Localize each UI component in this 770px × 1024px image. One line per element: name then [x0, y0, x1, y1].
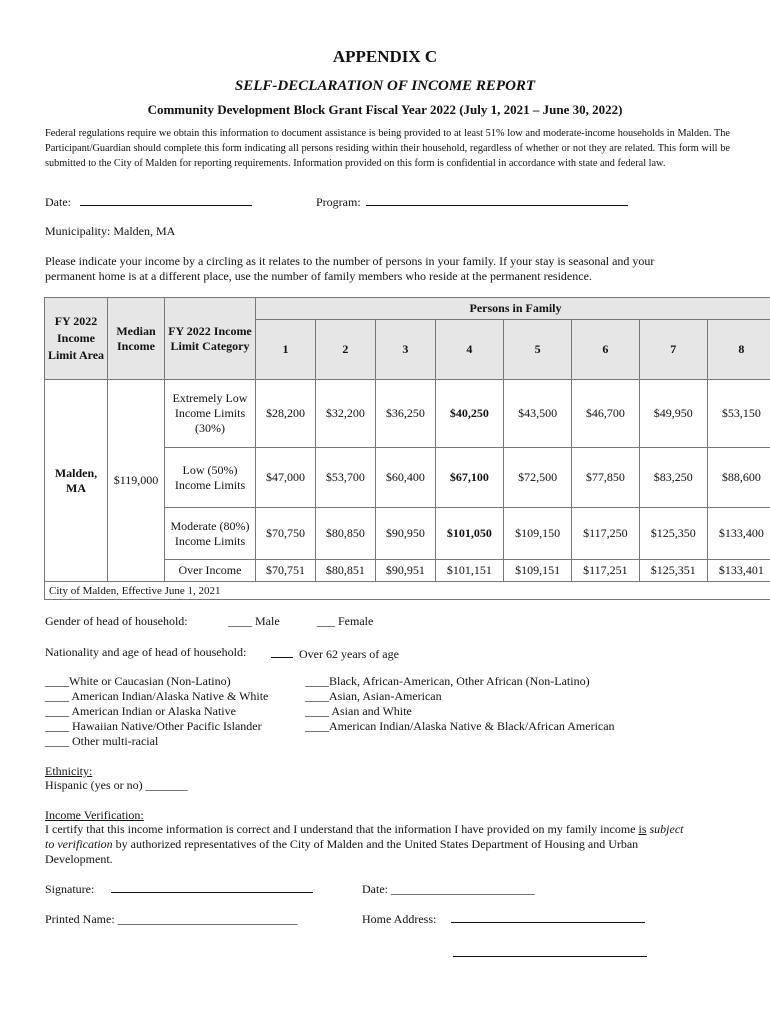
verification-text-is: is	[638, 822, 647, 836]
col-category-header: FY 2022 Income Limit Category	[165, 298, 256, 380]
instructions: Please indicate your income by a circling as it relates to the number of persons in your family. If your stay is seasonal and your permanent home is at a different place, use the number of family members who reside at the permanent residence.	[45, 254, 655, 283]
value-cell[interactable]: $67,100	[435, 448, 503, 508]
category-cell: Extremely Low Income Limits (30%)	[165, 380, 256, 448]
median-cell: $119,000	[108, 380, 165, 582]
value-cell[interactable]: $101,050	[435, 508, 503, 560]
program-label: Program:	[316, 195, 361, 209]
program-title: Community Development Block Grant Fiscal Year 2022 (July 1, 2021 – June 30, 2022)	[147, 102, 623, 117]
persons-col: 4	[435, 320, 503, 380]
col-area-header: FY 2022 Income Limit Area	[45, 298, 108, 380]
persons-col: 5	[504, 320, 572, 380]
verification-heading: Income Verification:	[45, 808, 144, 822]
over62-blank[interactable]	[271, 645, 293, 658]
value-cell[interactable]: $125,351	[639, 560, 707, 582]
col-median-header: Median Income	[108, 298, 165, 380]
value-cell[interactable]: $53,150	[707, 380, 770, 448]
verification-text-b: by authorized representatives of the City of Malden and the United States Department of Housing and Urban Development.	[45, 837, 639, 866]
income-limits-table	[44, 297, 770, 600]
nationality-label: Nationality and age of head of household:	[45, 645, 247, 659]
printed-name-field[interactable]: Printed Name: ______________________________	[45, 912, 298, 926]
category-cell: Low (50%) Income Limits	[165, 448, 256, 508]
gender-male-option[interactable]: ____ Male	[228, 614, 280, 628]
race-option[interactable]: ____ American Indian/Alaska Native & White	[45, 689, 269, 703]
race-option[interactable]: ____ American Indian or Alaska Native	[45, 704, 236, 718]
persons-header: Persons in Family	[256, 298, 770, 320]
value-cell[interactable]: $83,250	[639, 448, 707, 508]
gender-label: Gender of head of household:	[45, 614, 188, 628]
value-cell[interactable]: $90,950	[375, 508, 435, 560]
hispanic-field[interactable]: Hispanic (yes or no) _______	[45, 778, 188, 792]
value-cell[interactable]: $117,251	[572, 560, 640, 582]
category-cell: Moderate (80%) Income Limits	[165, 508, 256, 560]
value-cell[interactable]: $133,400	[707, 508, 770, 560]
value-cell[interactable]: $125,350	[639, 508, 707, 560]
race-option[interactable]: ____American Indian/Alaska Native & Black/African American	[305, 719, 615, 733]
municipality: Municipality: Malden, MA	[45, 224, 176, 238]
value-cell[interactable]: $117,250	[572, 508, 640, 560]
value-cell[interactable]: $80,850	[315, 508, 375, 560]
value-cell[interactable]: $109,151	[504, 560, 572, 582]
signature-label: Signature:	[45, 882, 95, 896]
table-row	[45, 380, 770, 448]
persons-col: 2	[315, 320, 375, 380]
persons-col: 6	[572, 320, 640, 380]
gender-female-option[interactable]: ___ Female	[317, 614, 374, 628]
value-cell[interactable]: $77,850	[572, 448, 640, 508]
race-option[interactable]: ____ Asian and White	[305, 704, 412, 718]
over62-option[interactable]	[271, 645, 399, 662]
over62-label: Over 62 years of age	[299, 647, 399, 661]
value-cell[interactable]: $80,851	[315, 560, 375, 582]
area-cell: Malden, MA	[45, 380, 108, 582]
ethnicity-heading: Ethnicity:	[45, 764, 93, 778]
value-cell[interactable]: $70,750	[256, 508, 316, 560]
value-cell[interactable]: $101,151	[435, 560, 503, 582]
signature-field	[45, 882, 313, 897]
date-label: Date:	[45, 195, 71, 209]
value-cell[interactable]: $43,500	[504, 380, 572, 448]
home-address-field	[362, 912, 645, 927]
value-cell[interactable]: $133,401	[707, 560, 770, 582]
value-cell[interactable]: $53,700	[315, 448, 375, 508]
home-address-line[interactable]	[451, 912, 645, 923]
race-option[interactable]: ____Asian, Asian-American	[305, 689, 442, 703]
value-cell[interactable]: $28,200	[256, 380, 316, 448]
persons-col: 3	[375, 320, 435, 380]
value-cell[interactable]: $49,950	[639, 380, 707, 448]
race-left-list	[45, 674, 268, 749]
report-title: SELF-DECLARATION OF INCOME REPORT	[234, 78, 536, 94]
category-cell: Over Income	[165, 560, 256, 582]
race-right-list	[305, 674, 615, 734]
date-field	[45, 193, 252, 210]
verification-text	[45, 822, 685, 867]
race-option[interactable]: ____ Other multi-racial	[45, 734, 159, 748]
date-input-line[interactable]	[80, 193, 252, 206]
intro-paragraph: Federal regulations require we obtain this information to document assistance is being provided to at least 51% low and moderate-income households in Malden. The Participant/Guardian should complete this form indicating all persons residing within their household, regardless of whether or not they are related. This form will be submitted to the City of Malden for reporting requirements. Information provided on this form is confidential in accordance with state and federal law.	[45, 128, 730, 169]
value-cell[interactable]: $72,500	[504, 448, 572, 508]
race-option[interactable]: ____Black, African-American, Other African (Non-Latino)	[305, 674, 590, 688]
appendix-title: APPENDIX C	[332, 47, 438, 66]
signature-date[interactable]: Date: ________________________	[362, 882, 535, 896]
value-cell[interactable]: $40,250	[435, 380, 503, 448]
value-cell[interactable]: $47,000	[256, 448, 316, 508]
home-address-line-2[interactable]	[453, 946, 647, 957]
race-option[interactable]: ____White or Caucasian (Non-Latino)	[45, 674, 231, 688]
persons-col: 1	[256, 320, 316, 380]
signature-line[interactable]	[111, 882, 313, 893]
program-field	[316, 193, 628, 210]
program-input-line[interactable]	[366, 193, 628, 206]
value-cell[interactable]: $60,400	[375, 448, 435, 508]
persons-col: 8	[707, 320, 770, 380]
persons-col: 7	[639, 320, 707, 380]
value-cell[interactable]: $70,751	[256, 560, 316, 582]
home-address-label: Home Address:	[362, 912, 437, 926]
value-cell[interactable]: $32,200	[315, 380, 375, 448]
value-cell[interactable]: $90,951	[375, 560, 435, 582]
verification-text-subject: subject to verification	[45, 822, 684, 851]
value-cell[interactable]: $88,600	[707, 448, 770, 508]
value-cell[interactable]: $109,150	[504, 508, 572, 560]
value-cell[interactable]: $36,250	[375, 380, 435, 448]
table-footnote: City of Malden, Effective June 1, 2021	[45, 582, 770, 600]
verification-text-a: I certify that this income information is correct and I understand that the information I have provided on my family income	[45, 822, 639, 836]
race-option[interactable]: ____ Hawaiian Native/Other Pacific Islander	[45, 719, 262, 733]
value-cell[interactable]: $46,700	[572, 380, 640, 448]
